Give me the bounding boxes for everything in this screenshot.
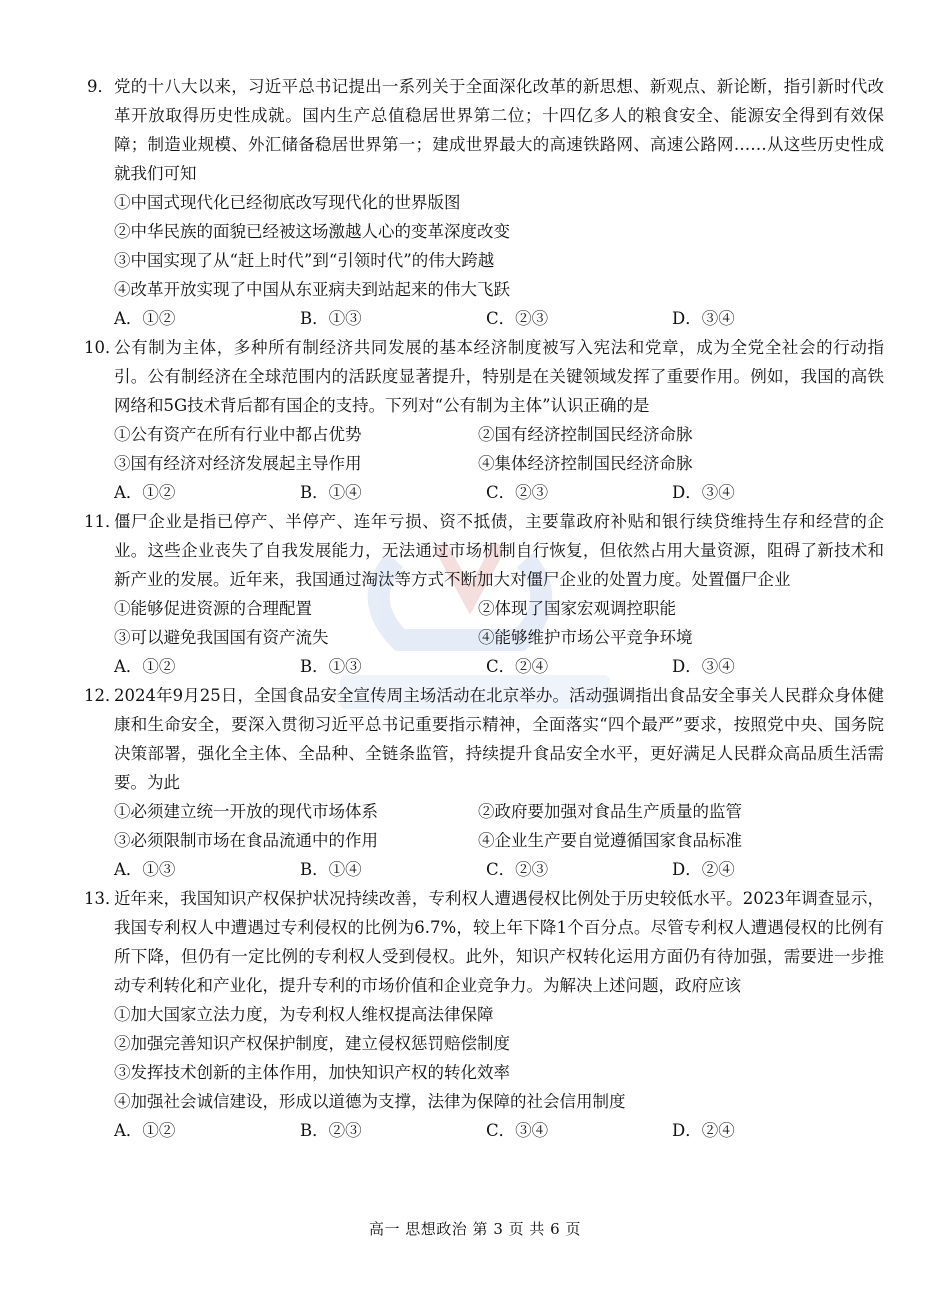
- answer-options: [84, 652, 884, 681]
- exam-page: [84, 72, 884, 1145]
- statement: ③国有经济对经济发展起主导作用: [114, 454, 362, 473]
- question-stem: 党的十八大以来，习近平总书记提出一系列关于全面深化改革的新思想、新观点、新论断，指引新时代改革开放取得历史性成就。国内生产总值稳居世界第二位；十四亿多人的粮食安全、能源安全得到有效保障；制造业规模、外汇储备稳居世界第一；建成世界最大的高速铁路网、高速公路网……从这些历史性成就我们可知: [114, 77, 884, 183]
- question-stem: 僵尸企业是指已停产、半停产、连年亏损、资不抵债，主要靠政府补贴和银行续贷维持生存和经营的企业。这些企业丧失了自我发展能力，无法通过市场机制自行恢复，但依然占用大量资源，阻碍了新技术和新产业的发展。近年来，我国通过淘汰等方式不断加大对僵尸企业的处置力度。处置僵尸企业: [114, 512, 884, 589]
- statement: ③中国实现了从“赶上时代”到“引领时代”的伟大跨越: [114, 251, 495, 270]
- question-12: [84, 681, 884, 884]
- question-number: 12．: [84, 686, 122, 705]
- question-number: 10．: [84, 338, 122, 357]
- question-stem: 公有制为主体，多种所有制经济共同发展的基本经济制度被写入宪法和党章，成为全党全社会的行动指引。公有制经济在全球范围内的活跃度显著提升，特别是在关键领域发挥了重要作用。例如，我国的高铁网络和5G技术背后都有国企的支持。下列对“公有制为主体”认识正确的是: [114, 338, 884, 415]
- statement: ②国有经济控制国民经济命脉: [478, 425, 693, 444]
- statement: ④加强社会诚信建设，形成以道德为支撑，法律为保障的社会信用制度: [114, 1092, 626, 1111]
- statement-row: [84, 826, 884, 855]
- statement: ①加大国家立法力度，为专利权人维权提高法律保障: [114, 1005, 494, 1024]
- answer-option-a: A．①②: [114, 657, 176, 676]
- question-13: [84, 884, 884, 1145]
- statement: ①中国式现代化已经彻底改写现代化的世界版图: [114, 193, 461, 212]
- statement: ①公有资产在所有行业中都占优势: [114, 425, 362, 444]
- statement: ②加强完善知识产权保护制度，建立侵权惩罚赔偿制度: [114, 1034, 510, 1053]
- statement: ①必须建立统一开放的现代市场体系: [114, 802, 378, 821]
- statement: ②中华民族的面貌已经被这场激越人心的变革深度改变: [114, 222, 510, 241]
- answer-option-d: D．③④: [672, 657, 735, 676]
- answer-option-b: B．①④: [300, 860, 362, 879]
- answer-option-a: A．①③: [114, 860, 176, 879]
- answer-option-a: A．①②: [114, 309, 176, 328]
- statement: ④企业生产要自觉遵循国家食品标准: [478, 831, 742, 850]
- question-number: 9．: [87, 77, 114, 96]
- page-footer: 高一 思想政治 第 3 页 共 6 页: [369, 1220, 581, 1238]
- statement: ③可以避免我国国有资产流失: [114, 628, 329, 647]
- question-stem: 近年来，我国知识产权保护状况持续改善，专利权人遭遇侵权比例处于历史较低水平。2023年调查显示，我国专利权人中遭遇过专利侵权的比例为6.7%，较上年下降1个百分点。尽管专利权人遭遇侵权的比例有所下降，但仍有一定比例的专利权人受到侵权。此外，知识产权转化运用方面仍有待加强，需要进一步推动专利转化和产业化，提升专利的市场价值和企业竞争力。为解决上述问题，政府应该: [114, 889, 884, 995]
- question-number: 11．: [84, 512, 122, 531]
- answer-option-d: D．②④: [672, 1121, 735, 1140]
- answer-option-d: D．③④: [672, 483, 735, 502]
- answer-option-b: B．①④: [300, 483, 362, 502]
- answer-options: [84, 478, 884, 507]
- answer-option-b: B．①③: [300, 657, 362, 676]
- question-stem: 2024年9月25日，全国食品安全宣传周主场活动在北京举办。活动强调指出食品安全事关人民群众身体健康和生命安全，要深入贯彻习近平总书记重要指示精神，全面落实“四个最严”要求，按照党中央、国务院决策部署，强化全主体、全品种、全链条监管，持续提升食品安全水平，更好满足人民群众高品质生活需要。为此: [114, 686, 884, 792]
- statement-row: [84, 420, 884, 449]
- answer-option-c: C．②③: [486, 860, 549, 879]
- answer-options: [84, 304, 884, 333]
- question-number: 13．: [84, 889, 122, 908]
- statement-row: [84, 594, 884, 623]
- answer-option-d: D．②④: [672, 860, 735, 879]
- answer-option-c: C．③④: [486, 1121, 549, 1140]
- statement: ④能够维护市场公平竞争环境: [478, 628, 693, 647]
- answer-option-c: C．②③: [486, 309, 549, 328]
- statement: ②政府要加强对食品生产质量的监管: [478, 802, 742, 821]
- statement-row: [84, 449, 884, 478]
- answer-option-c: C．②④: [486, 657, 549, 676]
- question-10: [84, 333, 884, 507]
- statement-row: [84, 623, 884, 652]
- answer-options: [84, 855, 884, 884]
- statement: ④集体经济控制国民经济命脉: [478, 454, 693, 473]
- answer-option-b: B．②③: [300, 1121, 362, 1140]
- statement: ②体现了国家宏观调控职能: [478, 599, 676, 618]
- statement: ①能够促进资源的合理配置: [114, 599, 312, 618]
- answer-option-c: C．②③: [486, 483, 549, 502]
- answer-options: [84, 1116, 884, 1145]
- answer-option-a: A．①②: [114, 483, 176, 502]
- answer-option-a: A．①②: [114, 1121, 176, 1140]
- answer-option-b: B．①③: [300, 309, 362, 328]
- question-11: [84, 507, 884, 681]
- statement: ③必须限制市场在食品流通中的作用: [114, 831, 378, 850]
- statement: ③发挥技术创新的主体作用，加快知识产权的转化效率: [114, 1063, 510, 1082]
- question-9: [84, 72, 884, 333]
- statement: ④改革开放实现了中国从东亚病夫到站起来的伟大飞跃: [114, 280, 510, 299]
- statement-row: [84, 797, 884, 826]
- answer-option-d: D．③④: [672, 309, 735, 328]
